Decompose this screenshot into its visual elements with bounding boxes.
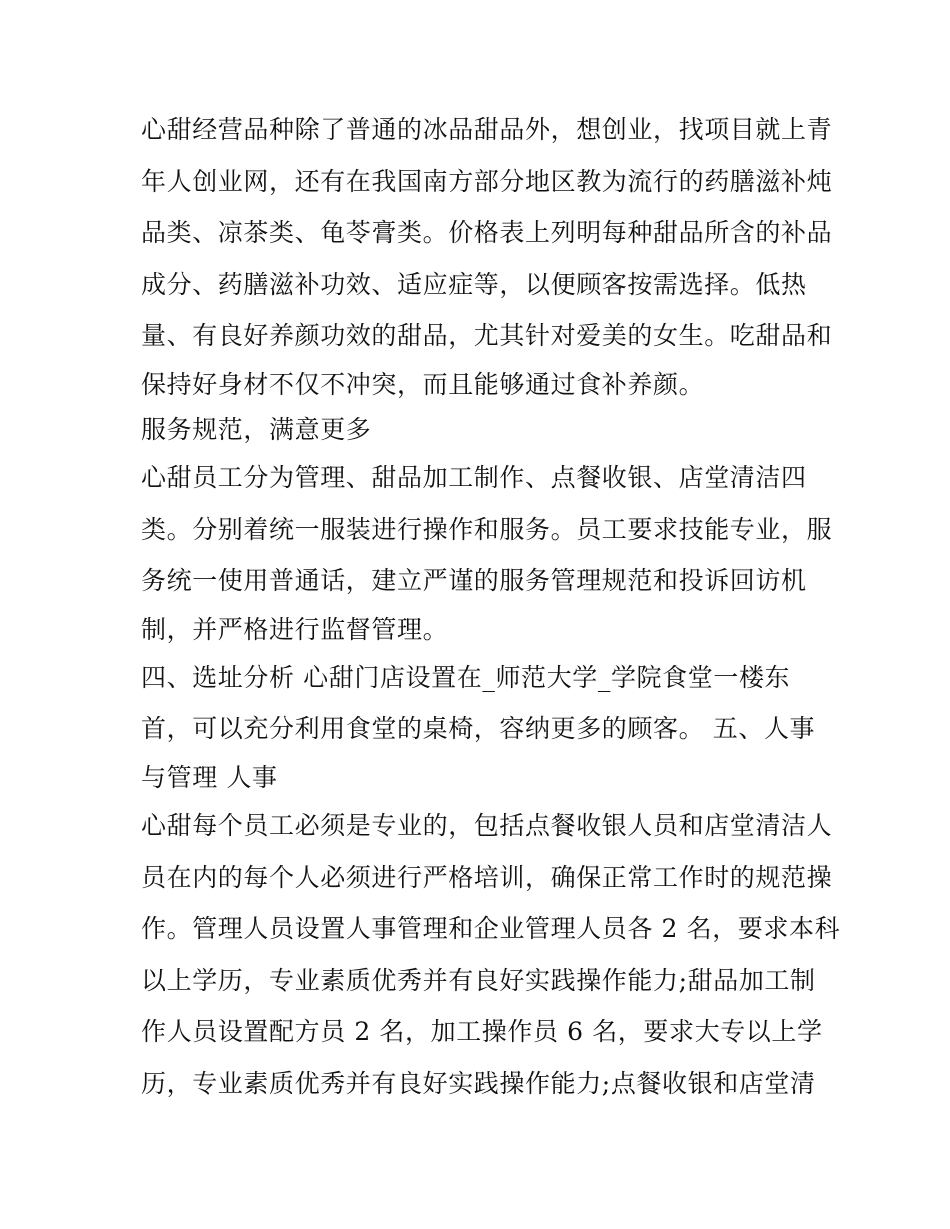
text-line: 以上学历，专业素质优秀并有良好实践操作能力;甜品加工制 [141, 965, 816, 995]
text-line: 保持好身材不仅不冲突，而且能够通过食补养颜。 [141, 369, 705, 399]
text-line: 首，可以充分利用食堂的桌椅，容纳更多的顾客。 五、人事 [141, 714, 816, 744]
text-line: 量、有良好养颜功效的甜品，尤其针对爱美的女生。吃甜品和 [141, 321, 833, 351]
text-line: 类。分别着统一服装进行操作和服务。员工要求技能专业，服 [141, 514, 833, 544]
text-line: 心甜经营品种除了普通的冰品甜品外，想创业，找项目就上青 [141, 115, 833, 144]
text-line: 年人创业网，还有在我国南方部分地区教为流行的药膳滋补炖 [141, 166, 833, 196]
text-line: 作人员设置配方员 2 名，加工操作员 6 名，要求大专以上学 [141, 1017, 823, 1047]
text-line: 品类、凉茶类、龟苓膏类。价格表上列明每种甜品所含的补品 [141, 218, 833, 248]
section-heading: 服务规范，满意更多 [141, 414, 372, 444]
text-line: 心甜员工分为管理、甜品加工制作、点餐收银、店堂清洁四 [141, 462, 807, 492]
text-line: 制，并严格进行监督管理。 [141, 614, 449, 644]
text-line: 四、选址分析 心甜门店设置在_师范大学_学院食堂一楼东 [141, 662, 791, 692]
text-line: 员在内的每个人必须进行严格培训，确保正常工作时的规范操 [141, 862, 833, 892]
text-line: 心甜每个员工必须是专业的，包括点餐收银人员和店堂清洁人 [141, 810, 833, 840]
text-line: 务统一使用普通话，建立严谨的服务管理规范和投诉回访机 [141, 566, 807, 596]
text-line: 与管理 人事 [141, 762, 278, 792]
text-line: 历，专业素质优秀并有良好实践操作能力;点餐收银和店堂清 [141, 1068, 816, 1098]
text-line: 成分、药膳滋补功效、适应症等，以便顾客按需选择。低热 [141, 269, 807, 299]
body-text [141, 104, 841, 1110]
text-line: 作。管理人员设置人事管理和企业管理人员各 2 名，要求本科 [141, 914, 841, 944]
